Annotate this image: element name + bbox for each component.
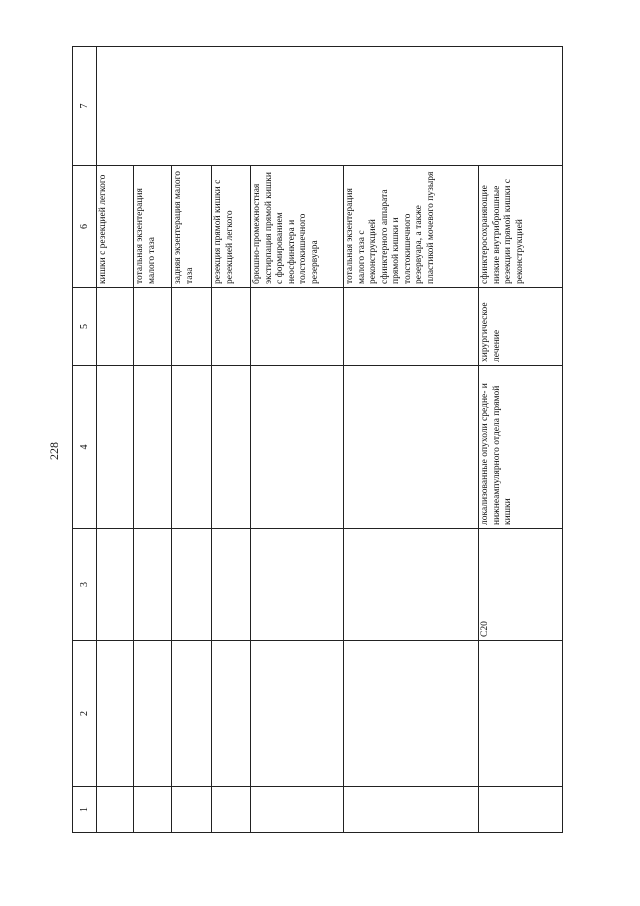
table-cell: [134, 787, 172, 833]
column-header: 3: [73, 529, 97, 641]
table-cell: брюшно-промежностная экстирпация прямой кишки с формированием неосфинктера и толстокишечного резервуара: [251, 166, 344, 288]
column-header: 5: [73, 288, 97, 366]
table-cell: [172, 366, 212, 529]
page-number: 228: [47, 442, 61, 460]
table-cell: [97, 529, 134, 641]
table-cell: [251, 641, 344, 787]
table-cell: [251, 288, 344, 366]
table-rotated: [72, 47, 562, 833]
table-cell: [97, 288, 134, 366]
table-cell: [212, 366, 251, 529]
table-cell: [134, 529, 172, 641]
table-cell: сфинктеросохраняющие низкие внутрибрюшные резекции прямой кишки с реконструкцией: [479, 166, 563, 288]
table-cell: [212, 529, 251, 641]
table-cell: [172, 288, 212, 366]
table-cell: [172, 787, 212, 833]
table-cell: [212, 288, 251, 366]
table-cell: [479, 787, 563, 833]
table-cell: [251, 787, 344, 833]
table-row: [97, 47, 134, 833]
table-cell: локализованные опухоли средне- и нижнеампулярного отдела прямой кишки: [479, 366, 563, 529]
table-cell: [134, 366, 172, 529]
table-cell: [344, 641, 479, 787]
table-frame: [72, 47, 562, 833]
table-cell: [344, 529, 479, 641]
table-cell: [212, 641, 251, 787]
column-header: 7: [73, 47, 97, 166]
table-cell: [97, 366, 134, 529]
table-cell: [172, 529, 212, 641]
table-cell: [344, 787, 479, 833]
table-cell: кишки с резекцией легкого: [97, 166, 134, 288]
table-cell: [134, 288, 172, 366]
column-header: 6: [73, 166, 97, 288]
column-header: 1: [73, 787, 97, 833]
table-cell: хирургическое лечение: [479, 288, 563, 366]
table-header-row: [73, 47, 97, 833]
table-cell: [172, 641, 212, 787]
table-cell: [344, 366, 479, 529]
table-cell: тотальная экзентерация малого таза: [134, 166, 172, 288]
medical-table: [72, 46, 563, 833]
table-cell: тотальная экзентерация малого таза с реконструкцией сфинктерного аппарата прямой кишки и толстокишечного резервуара, а также пластикой мочевого пузыря: [344, 166, 479, 288]
table-cell: [134, 641, 172, 787]
table-cell: [344, 288, 479, 366]
table-cell: [212, 787, 251, 833]
table-cell: [479, 641, 563, 787]
table-cell: [97, 641, 134, 787]
table-cell: C20: [479, 529, 563, 641]
table-cell: [251, 366, 344, 529]
table-cell: задняя экзентерация малого таза: [172, 166, 212, 288]
column-header: 2: [73, 641, 97, 787]
table-cell: [97, 47, 563, 166]
table-cell: резекция прямой кишки с резекцией легкого: [212, 166, 251, 288]
table-cell: [97, 787, 134, 833]
column-header: 4: [73, 366, 97, 529]
table-cell: [251, 529, 344, 641]
